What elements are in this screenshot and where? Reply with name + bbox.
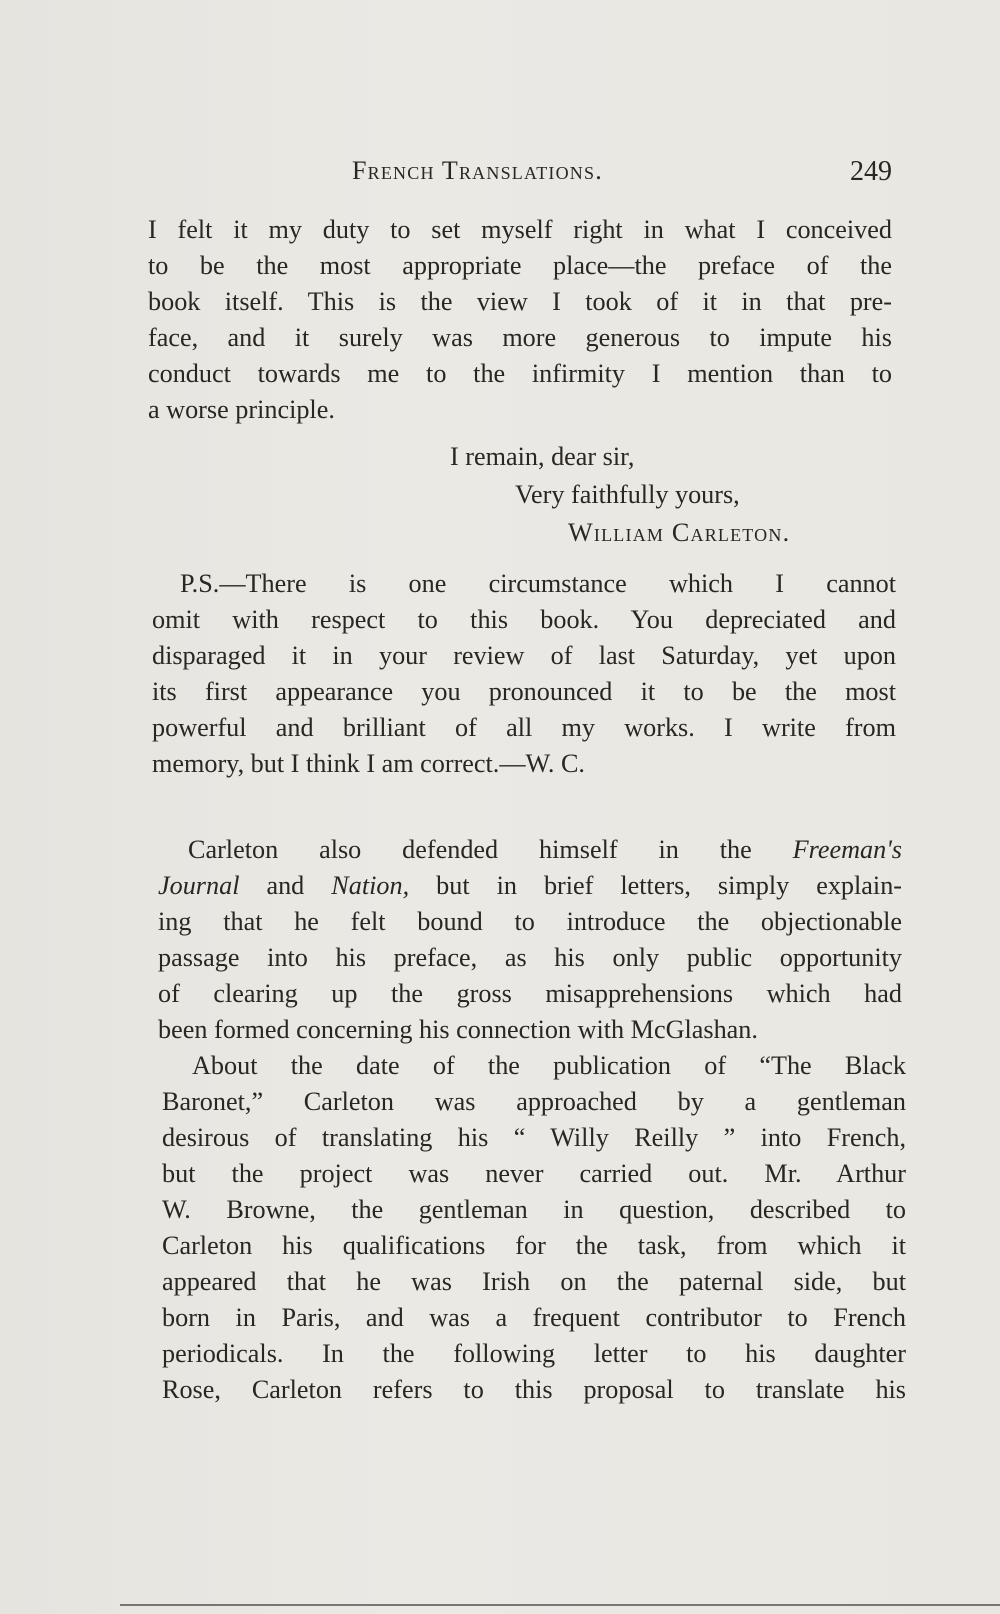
paragraph-line: ing that he felt bound to introduce the objectionable [158,907,902,936]
paragraph-line: Baronet,” Carleton was approached by a gentleman [162,1087,906,1116]
freemans-title: Freeman's [792,835,902,864]
running-title: French Translations. [352,156,603,185]
text-run: Carleton also defended himself in the [188,835,793,864]
closing-remain: I remain, dear sir, [450,442,635,471]
paragraph-line: Carleton his qualifications for the task, from which it [162,1231,906,1260]
paragraph-line [158,832,902,868]
postscript [152,566,896,782]
text-run: but in brief letters, simply explain- [409,871,903,900]
letter-line: to be the most appropriate place—the preface of the [148,251,892,280]
paragraph-line: Rose, Carleton refers to this proposal to translate his [162,1375,906,1404]
paragraph-line: of clearing up the gross misapprehensions which had [158,979,902,1008]
journal-title: Journal [158,871,240,900]
postscript-line: its first appearance you pronounced it to be the most [152,677,896,706]
postscript-line: powerful and brilliant of all my works. I write from [152,713,896,742]
letter-line: book itself. This is the view I took of it in that pre- [148,287,892,316]
paragraph-line: born in Paris, and was a frequent contributor to French [162,1303,906,1332]
paragraph-line: passage into his preface, as his only public opportunity [158,943,902,972]
letter-line: a worse principle. [148,395,335,424]
closing-yours: Very faithfully yours, [515,480,740,509]
paragraph-translation [162,1048,906,1408]
letter-line: I felt it my duty to set myself right in what I conceived [148,215,892,244]
paragraph-defence [158,832,902,1048]
letter-line: conduct towards me to the infirmity I mention than to [148,359,892,388]
paragraph-line [158,868,902,904]
page-bottom-edge [120,1604,1000,1606]
paragraph-line: W. Browne, the gentleman in question, described to [162,1195,906,1224]
paragraph-line: About the date of the publication of “The Black [192,1051,906,1080]
paragraph-line: been formed concerning his connection with McGlashan. [158,1015,758,1044]
postscript-line: omit with respect to this book. You depreciated and [152,605,896,634]
paragraph-line: but the project was never carried out. Mr. Arthur [162,1159,906,1188]
text-run: and [239,871,332,900]
postscript-line: P.S.—There is one circumstance which I cannot [180,569,896,598]
letter-body [148,212,892,428]
postscript-line: disparaged it in your review of last Saturday, yet upon [152,641,896,670]
paragraph-line: periodicals. In the following letter to his daughter [162,1339,906,1368]
letter-line: face, and it surely was more generous to impute his [148,323,892,352]
page-number: 249 [850,156,892,187]
paragraph-line: appeared that he was Irish on the paternal side, but [162,1267,906,1296]
nation-title: Nation, [331,871,410,900]
paragraph-line: desirous of translating his “ Willy Reilly ” into French, [162,1123,906,1152]
signature: William Carleton. [568,518,791,547]
running-head [150,156,892,196]
postscript-line: memory, but I think I am correct.—W. C. [152,749,585,778]
